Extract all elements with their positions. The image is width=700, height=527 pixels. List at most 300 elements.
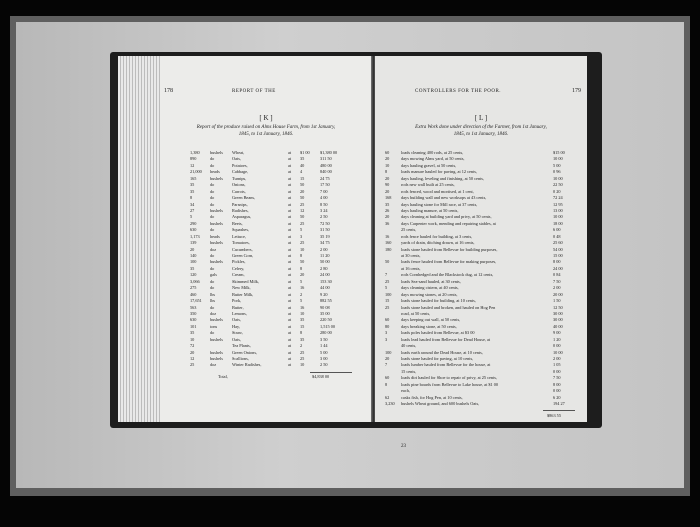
total-row [160,374,372,380]
description-cell: loads pine boards from Bellevue to Lake house, at $1 00 [401,381,499,387]
unit-cell: doz [210,362,217,368]
amount-cell: 7 50 [553,278,561,284]
unit-cell: bushels [210,240,223,246]
amount-cell: 0 00 [553,388,561,394]
amount-cell: 8 50 [320,201,328,207]
amount-cell: 0 00 [553,343,561,349]
unit-cell: lbs [210,291,216,297]
amount-cell: 882 55 [320,298,332,304]
at-cell: at [288,259,292,265]
unit-cell: do [210,278,215,284]
amount-cell: 24 75 [320,175,330,181]
amount-cell: 13 00 [553,207,563,213]
quantity-cell: 5 [190,214,193,220]
quantity-cell: 10 [190,336,195,342]
description-cell: road, at 50 cents, [401,310,431,316]
item-cell: Green Corn, [232,253,254,258]
table-caption [381,124,581,138]
item-cell: Skimmed Milk, [232,278,259,284]
unit-cell: tons [210,323,218,329]
rate-cell: 2 [300,343,303,349]
at-cell: at [288,356,292,361]
rate-cell: 25 [300,220,305,226]
caption-line: 1845, to 1st January, 1846. [238,132,294,137]
quantity-cell: 7 [385,272,388,278]
amount-cell: 5 00 [320,349,328,355]
quantity-cell: 20 [385,214,390,220]
amount-cell: 1 20 [553,336,561,342]
amount-cell: 8 00 [553,381,561,387]
amount-cell: 5 00 [553,162,561,168]
at-cell: at [288,336,292,342]
unit-cell: do [210,265,215,271]
quantity-cell: 25 [385,278,390,284]
amount-cell: 10 00 [553,349,563,355]
description-cell: bushels Wheat ground, and 600 bushels Oats, [401,401,480,407]
description-cell: loads lead hauled from Bellevue for Dead House, at [401,336,491,342]
quantity-cell: 21,000 [190,169,202,175]
amount-cell: 50 00 [320,259,330,265]
amount-cell: 40 00 [553,323,563,329]
unit-cell: do [210,182,215,188]
rate-cell: 50 [300,259,305,265]
at-cell: at [288,182,292,188]
rate-cell: 20 [300,188,305,194]
unit-cell: do [210,304,215,310]
unit-cell: bushels [210,207,223,213]
description-cell: yards of drain, ditching drawn, at 16 cents, [401,240,475,246]
item-cell: Winter Radishes, [232,362,262,368]
description-cell: at 16 cents, [401,265,421,271]
running-head: REPORT OF THE [232,89,276,94]
quantity-cell: 3 [385,336,388,342]
amount-cell: 6 20 [553,394,561,400]
amount-cell: 9 00 [553,330,561,336]
at-cell: at [288,207,292,213]
amount-cell: 44 00 [320,285,330,291]
description-cell: rods fenced, wood and mortised, at 1 cent, [401,188,474,194]
extra-work-table [375,150,587,408]
rate-cell: 40 [300,162,305,168]
caption-line: Report of the produce raised on Alms House Farm, from 1st January, [196,125,336,130]
at-cell: at [288,220,292,226]
item-cell: New Milk, [232,285,251,291]
item-cell: Carrots, [232,188,246,194]
amount-cell: 11 20 [320,253,330,258]
item-cell: Beets, [232,220,243,226]
description-cell: days Carpenter work, mending and repairing stables, at [401,220,496,226]
item-cell: Green Onions, [232,349,258,355]
amount-cell: 3 24 [320,207,328,213]
quantity-cell: 100 [385,291,392,297]
at-cell: at [288,291,292,297]
unit-cell: bushels [210,259,223,265]
quantity-cell: 3 [385,330,388,336]
quantity-cell: 890 [190,156,197,162]
quantity-cell: 35 [190,182,195,188]
quantity-cell: 20 [385,188,390,194]
item-cell: Celery, [232,265,245,271]
quantity-cell: 8 [190,195,193,201]
description-cell: at 30 cents, [401,253,421,258]
description-cell: days keeping out wall, at 50 cents, [401,317,461,323]
item-cell: Cream, [232,272,245,278]
quantity-cell: 160 [385,240,392,246]
description-cell: loads stone hauled for paving, at 10 cents, [401,356,474,361]
amount-cell: 9 20 [320,291,328,297]
unit-cell: do [210,214,215,220]
section-label: [ K ] [259,114,273,122]
description-cell: loads lumber hauled from Bellevue for the house, at [401,362,491,368]
caption-line: Extra Work done under direction of the Farmer, from 1st January, [415,125,547,130]
unit-cell: do [210,156,215,162]
unit-cell: do [210,162,215,168]
amount-cell: 25 60 [553,240,563,246]
quantity-cell: 180 [385,246,392,252]
section-label: [ L ] [474,114,488,122]
amount-cell: 3 50 [320,336,328,342]
rate-cell: 25 [300,356,305,361]
amount-cell: 24 00 [553,265,563,271]
at-cell: at [288,298,292,304]
amount-cell: 7 00 [320,188,328,194]
unit-cell: heads [210,233,220,239]
quantity-cell: 630 [190,317,197,323]
quantity-cell: 290 [190,220,197,226]
description-cell: 15 cents, [401,368,417,374]
description-cell: loads fence hauled from Bellevue for making purposes, [401,259,497,265]
item-cell: Pork, [232,298,242,304]
left-page [160,56,372,422]
description-cell: loads poles hauled from Bellevue, at $3 00 [401,330,475,336]
quantity-cell: 72 [190,343,195,349]
amount-cell: 12 95 [553,201,563,207]
unit-cell: bushels [210,336,223,342]
item-cell: Butter Milk, [232,291,254,297]
at-cell: at [288,323,292,329]
quantity-cell: 90 [385,182,390,188]
page-number: 178 [164,88,173,94]
item-cell: Radishes, [232,207,249,213]
total-label: Total, [218,374,228,379]
amount-cell: 4 00 [320,195,328,201]
at-cell: at [288,214,292,220]
quantity-cell: 8 [385,169,388,175]
description-cell: loads cleaning 400 rods, at 25 cents, [401,150,464,155]
amount-cell: 1,515 00 [320,323,336,329]
description-cell: rods new wall built at 25 cents, [401,182,455,188]
rate-cell: 35 [300,336,305,342]
quantity-cell: 16 [385,233,390,239]
rate-cell: 25 [300,201,305,207]
description-cell: 40 cents, [401,343,417,349]
item-cell: Cucumbers, [232,246,253,252]
page-edges [118,56,166,422]
amount-cell: 35 00 [320,310,330,316]
rate-cell: 3 [300,233,303,239]
quantity-cell: 3,066 [190,278,200,284]
table-caption [168,124,364,138]
rate-cell: 10 [300,246,305,252]
quantity-cell: 563 [190,304,197,310]
amount-cell: 17 50 [320,182,330,188]
rate-cell: 12 [300,207,305,213]
quantity-cell: 100 [385,349,392,355]
rate-cell: 20 [300,272,305,278]
amount-cell: 2 50 [320,362,328,368]
quantity-cell: 12 [190,162,195,168]
amount-cell: 10 00 [553,175,563,181]
amount-cell: 280 00 [320,330,332,336]
amount-cell: 31 50 [320,227,330,233]
description-cell: days cleaning cistern, at 40 cents, [401,285,459,291]
description-cell: days mowing stones, at 20 cents, [401,291,458,297]
quantity-cell: 460 [190,291,197,297]
item-cell: Straw, [232,330,243,336]
unit-cell: bushels [210,356,223,361]
amount-cell: 2 00 [320,246,328,252]
rate-cell: 5 [300,298,303,304]
amount-cell: 24 00 [320,272,330,278]
unit-cell: bushels [210,150,223,155]
item-cell: Pickles, [232,259,246,265]
at-cell: at [288,156,292,162]
amount-cell: 18 00 [553,220,563,226]
description-cell: days breaking stone, at 50 cents, [401,323,457,329]
quantity-cell: 26 [385,207,390,213]
description-cell: loads stone hauled and broken, and hauled on Hog Pen [401,304,496,310]
amount-cell: 10 00 [553,214,563,220]
at-cell: at [288,343,292,349]
total-value: $4,838 00 [312,374,330,379]
table-row [160,362,372,368]
item-cell: Oats, [232,156,241,162]
amount-cell: 2 50 [320,214,328,220]
produce-table [160,150,372,369]
at-cell: at [288,233,292,239]
description-cell: days building wall and new worksops at 43 cents, [401,195,487,201]
at-cell: at [288,265,292,271]
item-cell: Butter, [232,304,244,310]
quantity-cell: 35 [190,265,195,271]
amount-cell: 0 48 [553,233,561,239]
amount-cell: 20 00 [553,291,563,297]
amount-cell: 0 00 [553,368,561,374]
amount-cell: 194 27 [553,401,565,407]
quantity-cell: 27 [190,207,195,213]
quantity-cell: 60 [385,375,390,381]
quantity-cell: 60 [385,150,390,155]
unit-cell: gals [210,272,217,278]
quantity-cell: 20 [190,349,195,355]
quantity-cell: 5 [385,285,388,291]
rate-cell: 16 [300,304,305,310]
rate-cell: 35 [300,156,305,162]
unit-cell: bushels [210,317,223,323]
amount-cell: 7 50 [553,375,561,381]
rate-cell: 8 [300,330,303,336]
description-cell: days cleaning at building yard and privy, at 50 cents, [401,214,492,220]
amount-cell: 6 00 [553,227,561,233]
description-cell: loads earth around the Dead House, at 10 cents, [401,349,483,355]
description-cell: 25 cents, [401,227,417,233]
at-cell: at [288,330,292,336]
quantity-cell: 15 [385,298,390,304]
quantity-cell: 50 [385,259,390,265]
item-cell: Wheat, [232,150,245,155]
amount-cell: 22 50 [553,182,563,188]
quantity-cell: 10 [385,162,390,168]
amount-cell: 72 24 [553,195,563,201]
rate-cell: 2 [300,291,303,297]
at-cell: at [288,317,292,323]
description-cell: days hauling stone for Mill race, at 37 cents, [401,201,478,207]
quantity-cell: 60 [385,317,390,323]
rate-cell: 50 [300,195,305,201]
at-cell: at [288,195,292,201]
description-cell: loads stone hauled for building, at 10 cents, [401,298,476,304]
quantity-cell: 1,173 [190,233,200,239]
rate-cell: 8 [300,265,303,271]
item-cell: Potatoes, [232,162,248,168]
amount-cell: 311 50 [320,156,332,162]
at-cell: at [288,349,292,355]
description-cell: loads dirt hauled for Shoe to repair of privy, at 25 cents, [401,375,498,381]
item-cell: Turnips, [232,175,247,181]
unit-cell: heads [210,169,220,175]
description-cell: days hauling, leveling and finishing, at 50 cents, [401,175,485,181]
quantity-cell: 36 [385,220,390,226]
description-cell: each, [401,388,410,394]
amount-cell: 72 50 [320,220,330,226]
amount-cell: 90 08 [320,304,330,310]
unit-cell: bushels [210,349,223,355]
at-cell: at [288,169,292,175]
item-cell: Oats, [232,336,241,342]
description-cell: rods fence hauled for building, at 3 cents, [401,233,473,239]
at-cell: at [288,150,292,155]
page-footer: 23 [401,444,406,449]
right-page [375,56,587,449]
quantity-cell: 120 [190,272,197,278]
amount-cell: 1 05 [553,362,561,368]
unit-cell: do [210,201,215,207]
rate-cell: 15 [300,175,305,181]
rate-cell: 25 [300,349,305,355]
quantity-cell: 3,230 [385,401,395,407]
rate-cell: 8 [300,253,303,258]
quantity-cell: 12 [190,356,195,361]
at-cell: at [288,162,292,168]
running-head: CONTROLLERS FOR THE POOR. [415,89,502,94]
quantity-cell: 17,651 [190,298,202,304]
rate-cell: 15 [300,323,305,329]
rate-cell: 5 [300,278,303,284]
total-value: $863 55 [547,413,561,418]
total-rule [310,372,352,373]
quantity-cell: 7 [385,362,388,368]
item-cell: Tea Plants, [232,343,251,349]
description-cell: days mowing Alms yard, at 50 cents, [401,156,465,162]
amount-cell: 10 00 [553,156,563,162]
unit-cell: lbs [210,298,216,304]
amount-cell: 1 44 [320,343,328,349]
rate-cell: 25 [300,240,305,246]
amount-cell: 0 84 [553,272,561,278]
quantity-cell: 34 [190,201,195,207]
at-cell: at [288,272,292,278]
at-cell: at [288,285,292,291]
amount-cell: 30 00 [553,310,563,316]
amount-cell: 8 00 [553,259,561,265]
amount-cell: 220 50 [320,317,332,323]
item-cell: Tomatoes, [232,240,250,246]
amount-cell: 153 30 [320,278,332,284]
amount-cell: 480 00 [320,162,332,168]
amount-cell: 2 80 [320,265,328,271]
quantity-cell: 140 [190,253,197,258]
at-cell: at [288,278,292,284]
quantity-cell: 1,380 [190,150,200,155]
quantity-cell: 275 [190,285,197,291]
at-cell: at [288,175,292,181]
amount-cell: 0 20 [553,188,561,194]
amount-cell: 0 96 [553,169,561,175]
quantity-cell: 20 [385,175,390,181]
description-cell: days hauling gravel, at 50 cents, [401,162,457,168]
rate-cell: 50 [300,214,305,220]
quantity-cell: 35 [385,201,390,207]
quantity-cell: 62 [385,394,390,400]
amount-cell: 3 00 [320,356,328,361]
quantity-cell: 350 [190,310,197,316]
item-cell: Scallions, [232,356,249,361]
quantity-cell: 8 [385,381,388,387]
description-cell: rods Cornhedged and the Blackstock dug, at 12 cents, [401,272,494,278]
amount-cell: 15 00 [553,253,563,258]
item-cell: Lemons, [232,310,247,316]
item-cell: Green Beans, [232,195,256,201]
quantity-cell: 20 [385,156,390,162]
description-cell: loads stone hauled from Bellevue for building purposes, [401,246,498,252]
unit-cell: do [210,253,215,258]
at-cell: at [288,246,292,252]
unit-cell: doz [210,246,217,252]
amount-cell: 2 00 [553,285,561,291]
quantity-cell: 80 [385,323,390,329]
item-cell: Parsnips, [232,201,248,207]
at-cell: at [288,227,292,233]
quantity-cell: 35 [190,188,195,194]
at-cell: at [288,201,292,207]
unit-cell: bushels [210,175,223,181]
amount-cell: 1 50 [553,298,561,304]
amount-cell: 2 00 [553,356,561,361]
unit-cell: doz [210,310,217,316]
quantity-cell: 20 [190,246,195,252]
rate-cell: 16 [300,285,305,291]
amount-cell: 54 00 [553,246,563,252]
page-number: 179 [572,88,581,94]
unit-cell: do [210,285,215,291]
rate-cell: $1 00 [300,150,310,155]
description-cell: loads Sea-sand hauled, at 30 cents, [401,278,461,284]
unit-cell: do [210,227,215,233]
item-cell: Onions, [232,182,246,188]
at-cell: at [288,188,292,194]
item-cell: Hay, [232,323,240,329]
rate-cell: 4 [300,169,303,175]
